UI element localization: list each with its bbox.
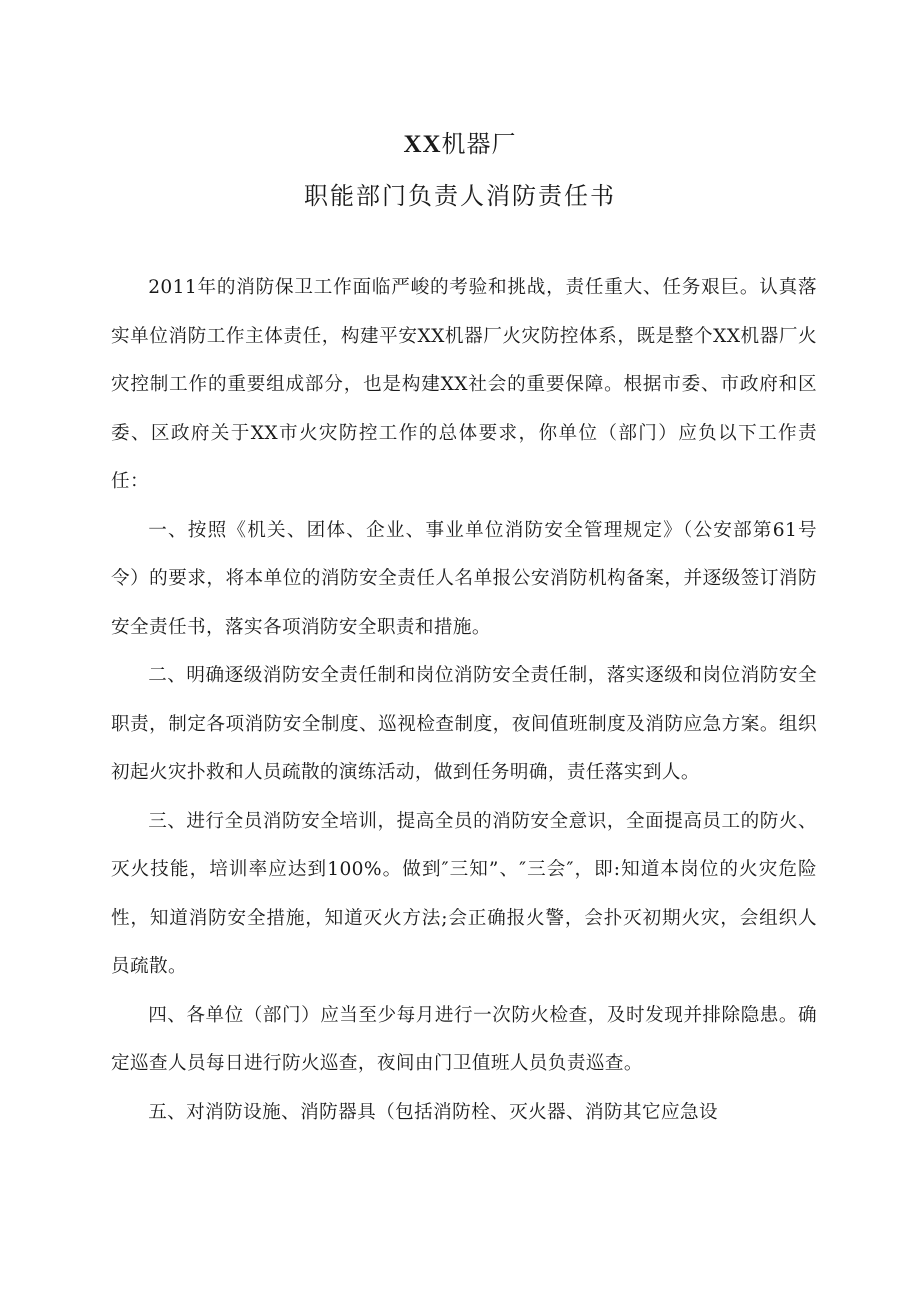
document-title-subject: 职能部门负责人消防责任书 <box>304 182 616 210</box>
document-title-company <box>0 124 920 165</box>
paragraph-item-4: 四、各单位（部门）应当至少每月进行一次防火检查，及时发现并排除隐患。确定巡查人员每日进行防火巡查，夜间由门卫值班人员负责巡查。 <box>111 1004 817 1074</box>
paragraph-item-1: 一、按照《机关、团体、企业、事业单位消防安全管理规定》（公安部第61号令）的要求，将本单位的消防安全责任人名单报公安消防机构备案，并逐级签订消防安全责任书，落实各项消防安全职责和措施。 <box>111 519 817 638</box>
title-company-prefix: XX <box>403 131 442 158</box>
paragraph-item-5: 五、对消防设施、消防器具（包括消防栓、灭火器、消防其它应急设 <box>148 1101 719 1123</box>
paragraph-intro: 2011年的消防保卫工作面临严峻的考验和挑战，责任重大、任务艰巨。认真落实单位消防工作主体责任，构建平安XX机器厂火灾防控体系，既是整个XX机器厂火灾控制工作的重要组成部分，也是构建XX社会的重要保障。根据市委、市政府和区委、区政府关于XX市火灾防控工作的总体要求，你单位（部门）应负以下工作责任： <box>111 277 817 492</box>
document-title-block <box>0 124 920 216</box>
document-body <box>111 264 817 1137</box>
title-company-name: 机器厂 <box>441 130 517 158</box>
paragraph-item-2: 二、明确逐级消防安全责任制和岗位消防安全责任制，落实逐级和岗位消防安全职责，制定各项消防安全制度、巡视检查制度，夜间值班制度及消防应急方案。组织初起火灾扑救和人员疏散的演练活动，做到任务明确，责任落实到人。 <box>111 665 817 783</box>
paragraph-item-3: 三、进行全员消防安全培训，提高全员的消防安全意识，全面提高员工的防火、灭火技能，培训率应达到100%。做到″三知”、″三会″，即:知道本岗位的火灾危险性，知道消防安全措施，知道灭火方法;会正确报火警，会扑灭初期火灾，会组织人员疏散。 <box>111 810 817 977</box>
